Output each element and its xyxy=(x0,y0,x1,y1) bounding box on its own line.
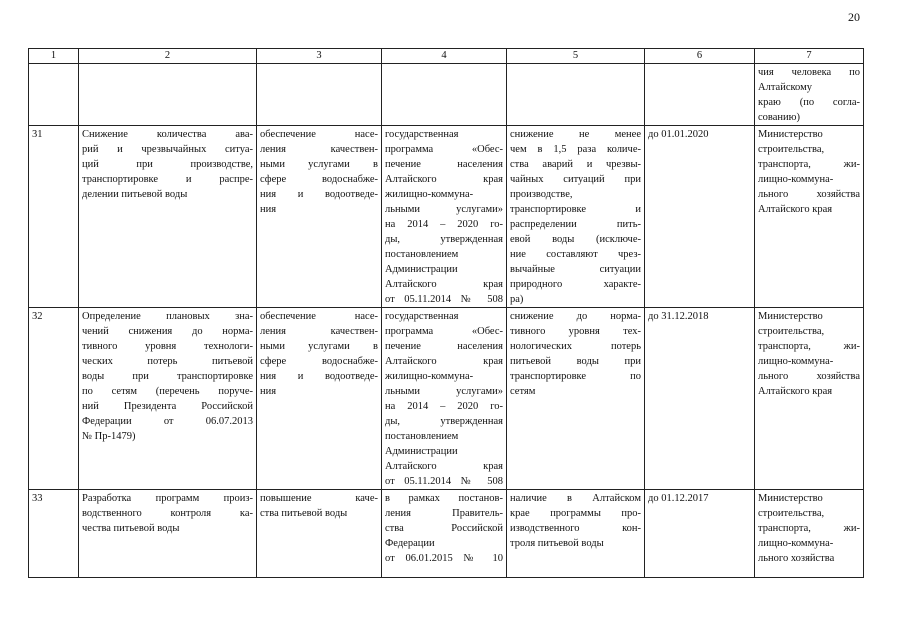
cell-text-line: программа «Обес- xyxy=(385,144,503,155)
cell-text-line: транспорта, жи- xyxy=(758,523,860,534)
cell-text-line: ния и водоотведе- xyxy=(260,189,378,200)
cell-text-line: Алтайского края xyxy=(758,386,833,397)
cell-text-line: Алтайскому xyxy=(758,82,812,93)
cell-text-line: Федерации xyxy=(385,538,435,549)
cell-text-line: льного хозяйства xyxy=(758,189,860,200)
header-cell: 6 xyxy=(645,49,755,64)
cell-text-line: Разработка программ произ- xyxy=(82,493,253,504)
cell-text-line: ства аварий и чрезвы- xyxy=(510,159,641,170)
table-row xyxy=(29,308,864,490)
cell-text-line: льными услугами» xyxy=(385,386,503,397)
result-cell xyxy=(507,308,645,490)
cell-text-line: ра) xyxy=(510,294,524,305)
cell-text-line: от 05.11.2014 № 508 xyxy=(385,476,503,487)
cell-text-line: сетям xyxy=(510,386,536,397)
cell-text-line: печение населения xyxy=(385,341,503,352)
cell-text-line: ды, утвержденная xyxy=(385,416,503,427)
cell-text-line: постановлением xyxy=(385,249,459,260)
cell-text-line: питьевой воды при xyxy=(510,356,641,367)
header-cell: 5 xyxy=(507,49,645,64)
cell-text-line: лищно-коммуна- xyxy=(758,174,834,185)
cell-text-line: природного характе- xyxy=(510,279,641,290)
measure-cell xyxy=(79,126,257,308)
cell-text-line: ний Президента Российской xyxy=(82,401,253,412)
cell-text-line: постановлением xyxy=(385,431,459,442)
cell-text-line: в рамках постанов- xyxy=(385,493,503,504)
goal-cell xyxy=(257,126,382,308)
table-row xyxy=(29,126,864,308)
cell-text-line: ными услугами в xyxy=(260,159,378,170)
row-number-cell: 32 xyxy=(29,308,79,490)
measures-table xyxy=(28,48,864,578)
cell-text-line: льного хозяйства xyxy=(758,553,835,564)
header-cell: 2 xyxy=(79,49,257,64)
measure-cell xyxy=(79,490,257,578)
cell-text-line: программа «Обес- xyxy=(385,326,503,337)
deadline-cell: до 01.12.2017 xyxy=(645,490,755,578)
cell-text-line: ды, утвержденная xyxy=(385,234,503,245)
goal-cell xyxy=(257,308,382,490)
cell-text-line: транспорта, жи- xyxy=(758,341,860,352)
executor-cell xyxy=(755,490,864,578)
cell-text-line: Администрации xyxy=(385,264,458,275)
cell-text-line: ления Правитель- xyxy=(385,508,503,519)
cell-text-line: чества питьевой воды xyxy=(82,523,180,534)
cell-text-line: распределении пить- xyxy=(510,219,641,230)
cell-text-line: транспортировке и распре- xyxy=(82,174,253,185)
header-cell: 4 xyxy=(382,49,507,64)
cell-text-line: тивного уровня технологи- xyxy=(82,341,253,352)
cell-text-line: снижение до норма- xyxy=(510,311,641,322)
cell-text-line: сфере водоснабже- xyxy=(260,356,378,367)
cell-text-line: краю (по согла- xyxy=(758,97,860,108)
cell-text-line: ние составляют чрез- xyxy=(510,249,641,260)
result-cell xyxy=(507,64,645,126)
cell-text-line: строительства, xyxy=(758,326,825,337)
cell-text-line: транспортировке и xyxy=(510,204,641,215)
cell-text-line: нологических потерь xyxy=(510,341,641,352)
cell-text-line: ческих потерь питьевой xyxy=(82,356,253,367)
cell-text-line: ными услугами в xyxy=(260,341,378,352)
cell-text-line: Алтайского края xyxy=(385,174,503,185)
cell-text-line: ния и водоотведе- xyxy=(260,371,378,382)
cell-text-line: на 2014 – 2020 го- xyxy=(385,401,503,412)
cell-text-line: строительства, xyxy=(758,144,825,155)
cell-text-line: сфере водоснабже- xyxy=(260,174,378,185)
cell-text-line: Алтайского края xyxy=(385,461,503,472)
cell-text-line: Федерации от 06.07.2013 xyxy=(82,416,253,427)
cell-text-line: Определение плановых зна- xyxy=(82,311,253,322)
cell-text-line: транспорта, жи- xyxy=(758,159,860,170)
basis-cell xyxy=(382,490,507,578)
cell-text-line: чем в 1,5 раза количе- xyxy=(510,144,641,155)
executor-cell xyxy=(755,308,864,490)
header-cell: 7 xyxy=(755,49,864,64)
cell-text-line: по сетям (перечень поруче- xyxy=(82,386,253,397)
cell-text-line: наличие в Алтайском xyxy=(510,493,641,504)
cell-text-line: жилищно-коммуна- xyxy=(385,189,474,200)
cell-text-line: чений снижения до норма- xyxy=(82,326,253,337)
cell-text-line: крае программы про- xyxy=(510,508,641,519)
cell-text-line: водственного контроля ка- xyxy=(82,508,253,519)
cell-text-line: снижение не менее xyxy=(510,129,641,140)
cell-text-line: чия человека по xyxy=(758,67,860,78)
row-number-cell xyxy=(29,64,79,126)
cell-text-line: воды при транспортировке xyxy=(82,371,253,382)
header-cell: 1 xyxy=(29,49,79,64)
cell-text-line: Алтайского края xyxy=(385,279,503,290)
cell-text-line: изводственного кон- xyxy=(510,523,641,534)
deadline-cell: до 31.12.2018 xyxy=(645,308,755,490)
measure-cell xyxy=(79,308,257,490)
cell-text-line: Алтайского края xyxy=(385,356,503,367)
cell-text-line: ций при производстве, xyxy=(82,159,253,170)
cell-text-line: льными услугами» xyxy=(385,204,503,215)
cell-text-line: Алтайского края xyxy=(758,204,833,215)
basis-cell xyxy=(382,126,507,308)
cell-text-line: транспортировке по xyxy=(510,371,641,382)
cell-text-line: евой воды (исключе- xyxy=(510,234,641,245)
header-row xyxy=(29,49,864,64)
cell-text-line: производстве, xyxy=(510,189,573,200)
header-cell: 3 xyxy=(257,49,382,64)
table-row xyxy=(29,490,864,578)
cell-text-line: чайных ситуаций при xyxy=(510,174,641,185)
deadline-cell xyxy=(645,64,755,126)
cell-text-line: на 2014 – 2020 го- xyxy=(385,219,503,230)
executor-cell xyxy=(755,126,864,308)
row-number-cell: 31 xyxy=(29,126,79,308)
row-number-cell: 33 xyxy=(29,490,79,578)
cell-text-line: льного хозяйства xyxy=(758,371,860,382)
deadline-cell: до 01.01.2020 xyxy=(645,126,755,308)
cell-text-line: Снижение количества ава- xyxy=(82,129,253,140)
table-row xyxy=(29,64,864,126)
cell-text-line: лищно-коммуна- xyxy=(758,538,834,549)
cell-text-line: ства питьевой воды xyxy=(260,508,348,519)
cell-text-line: строительства, xyxy=(758,508,825,519)
cell-text-line: Администрации xyxy=(385,446,458,457)
cell-text-line: ния xyxy=(260,204,277,215)
cell-text-line: сованию) xyxy=(758,112,800,123)
result-cell xyxy=(507,126,645,308)
cell-text-line: обеспечение насе- xyxy=(260,129,378,140)
goal-cell xyxy=(257,64,382,126)
cell-text-line: печение населения xyxy=(385,159,503,170)
cell-text-line: № Пр-1479) xyxy=(82,431,136,442)
cell-text-line: тивного уровня тех- xyxy=(510,326,641,337)
cell-text-line: вычайные ситуации xyxy=(510,264,641,275)
executor-cell xyxy=(755,64,864,126)
cell-text-line: троля питьевой воды xyxy=(510,538,604,549)
cell-text-line: государственная xyxy=(385,311,459,322)
result-cell xyxy=(507,490,645,578)
cell-text-line: ления качествен- xyxy=(260,326,378,337)
cell-text-line: Министерство xyxy=(758,129,823,140)
cell-text-line: ния xyxy=(260,386,277,397)
cell-text-line: ства Российской xyxy=(385,523,503,534)
basis-cell xyxy=(382,308,507,490)
goal-cell xyxy=(257,490,382,578)
cell-text-line: делении питьевой воды xyxy=(82,189,188,200)
cell-text-line: Министерство xyxy=(758,311,823,322)
basis-cell xyxy=(382,64,507,126)
cell-text-line: государственная xyxy=(385,129,459,140)
cell-text-line: ления качествен- xyxy=(260,144,378,155)
cell-text-line: лищно-коммуна- xyxy=(758,356,834,367)
cell-text-line: жилищно-коммуна- xyxy=(385,371,474,382)
cell-text-line: от 06.01.2015 № 10 xyxy=(385,553,503,564)
cell-text-line: обеспечение насе- xyxy=(260,311,378,322)
cell-text-line: повышение каче- xyxy=(260,493,378,504)
page-number: 20 xyxy=(848,10,860,24)
cell-text-line: от 05.11.2014 № 508 xyxy=(385,294,503,305)
measure-cell xyxy=(79,64,257,126)
cell-text-line: рий и чрезвычайных ситуа- xyxy=(82,144,253,155)
cell-text-line: Министерство xyxy=(758,493,823,504)
